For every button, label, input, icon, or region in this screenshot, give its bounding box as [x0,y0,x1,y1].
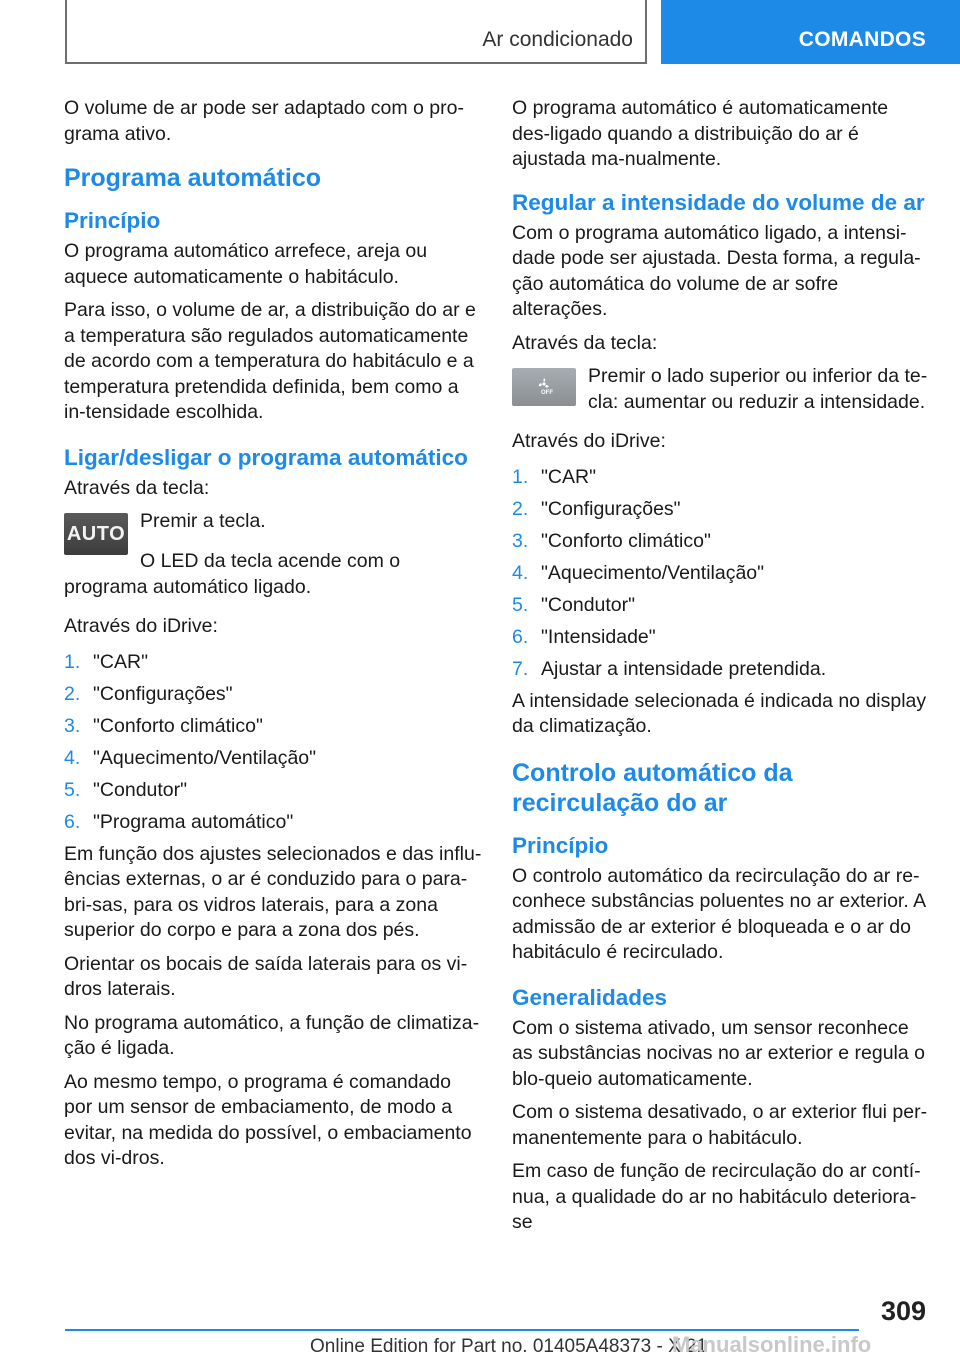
left-column [64,96,482,1180]
paragraph: Com o sistema ativado, um sensor reconhece as substâncias nocivas no ar exterior e regula o blo‐queio automaticamente. [512,1016,925,1090]
page-number: 309 [880,1296,926,1326]
fan-key-label: OFF [541,390,553,396]
heading-recirculation: Controlo automático da recirculação do ar [512,758,793,817]
list-item: 3. "Conforto climático" [512,529,711,552]
heading-principle: Princípio [512,832,609,858]
watermark: Manualsonline.info [672,1332,872,1357]
paragraph: Orientar os bocais de saída laterais para os vi‐dros laterais. [64,952,468,1000]
header-section [65,0,647,64]
auto-key-label: AUTO [66,523,126,545]
paragraph: Através da tecla: [64,476,210,499]
list-item: 1. "CAR" [512,465,597,488]
footer-divider [65,1329,859,1331]
heading-principle: Princípio [64,208,161,233]
paragraph: Em função dos ajustes selecionados e das influ‐ências externas, o ar é conduzido para o para-bri‐sas, para os vidros laterais, para a zona superior do corpo e para a zona dos pés. [64,842,482,941]
paragraph: O LED da tecla acende com o programa automático ligado. [64,550,401,598]
paragraph: O controlo automático da recirculação do ar re‐conhece substâncias poluentes no ar exterior. A admissão de ar exterior é bloqueada e o ar do habitáculo é recirculado. [512,864,926,963]
paragraph: Para isso, o volume de ar, a distribuição do ar e a temperatura são regulados automaticamente de acordo com a temperatura do habitáculo e a temperatura pretendida definida, bem como a in‐tensidade escolhida. [64,299,476,423]
heading-auto-program: Programa automático [64,164,322,192]
fan-key-icon [512,368,576,406]
paragraph: O volume de ar pode ser adaptado com o pro‐grama ativo. [64,97,464,145]
list-item: 6. "Programa automático" [64,810,294,833]
auto-key-row [64,509,482,555]
list-item: 5. "Condutor" [512,593,636,616]
heading-on-off: Ligar/desligar o programa automático [64,444,468,470]
idrive-steps [64,650,482,836]
header-tab [661,0,960,64]
paragraph: Através da tecla: [512,331,658,354]
chapter-title: COMANDOS [798,28,926,51]
list-item: 7. Ajustar a intensidade pretendida. [512,657,827,680]
paragraph: Com o sistema desativado, o ar exterior flui per‐manentemente para o habitáculo. [512,1101,928,1149]
list-item: 4. "Aquecimento/Ventilação" [64,746,317,769]
list-item: 2. "Configurações" [512,497,681,520]
list-item: 5. "Condutor" [64,778,188,801]
fan-key-row [512,364,928,415]
paragraph: Em caso de função de recirculação do ar contí‐nua, a qualidade do ar no habitáculo deteriora-se [512,1160,921,1233]
fan-icon [534,377,554,391]
paragraph: No programa automático, a função de climatiza‐ção é ligada. [64,1011,480,1059]
paragraph: Através do iDrive: [512,430,666,452]
paragraph: A intensidade selecionada é indicada no display da climatização. [512,689,927,737]
paragraph: O programa automático arrefece, areja ou aquece automaticamente o habitáculo. [64,240,428,288]
paragraph: Premir a tecla. [140,510,266,532]
paragraph: Com o programa automático ligado, a intensi‐dade pode ser ajustada. Desta forma, a regula‐ção automática do volume de ar sofre alterações. [512,221,921,320]
auto-key-icon [64,513,128,555]
list-item: 4. "Aquecimento/Ventilação" [512,561,765,584]
heading-intensity: Regular a intensidade do volume de ar [512,189,925,215]
list-item: 1. "CAR" [64,650,149,673]
edition-text: Online Edition for Part no. 01405A48373 - X/21 [310,1336,708,1357]
list-item: 3. "Conforto climático" [64,714,263,737]
section-title: Ar condicionado [482,28,633,51]
paragraph: O programa automático é automaticamente des‐ligado quando a distribuição do ar é ajustada ma‐nualmente. [512,97,889,170]
paragraph: Ao mesmo tempo, o programa é comandado por um sensor de embaciamento, de modo a evitar, na medida do possível, o embaciamento dos vi‐dros. [64,1070,472,1169]
paragraph: Premir o lado superior ou inferior da te‐cla: aumentar ou reduzir a intensidade. [588,365,928,413]
right-column [512,96,928,1244]
idrive-steps [512,465,928,683]
heading-general: Generalidades [512,984,668,1010]
paragraph: Através do iDrive: [64,615,218,637]
list-item: 2. "Configurações" [64,682,233,705]
list-item: 6. "Intensidade" [512,625,656,648]
